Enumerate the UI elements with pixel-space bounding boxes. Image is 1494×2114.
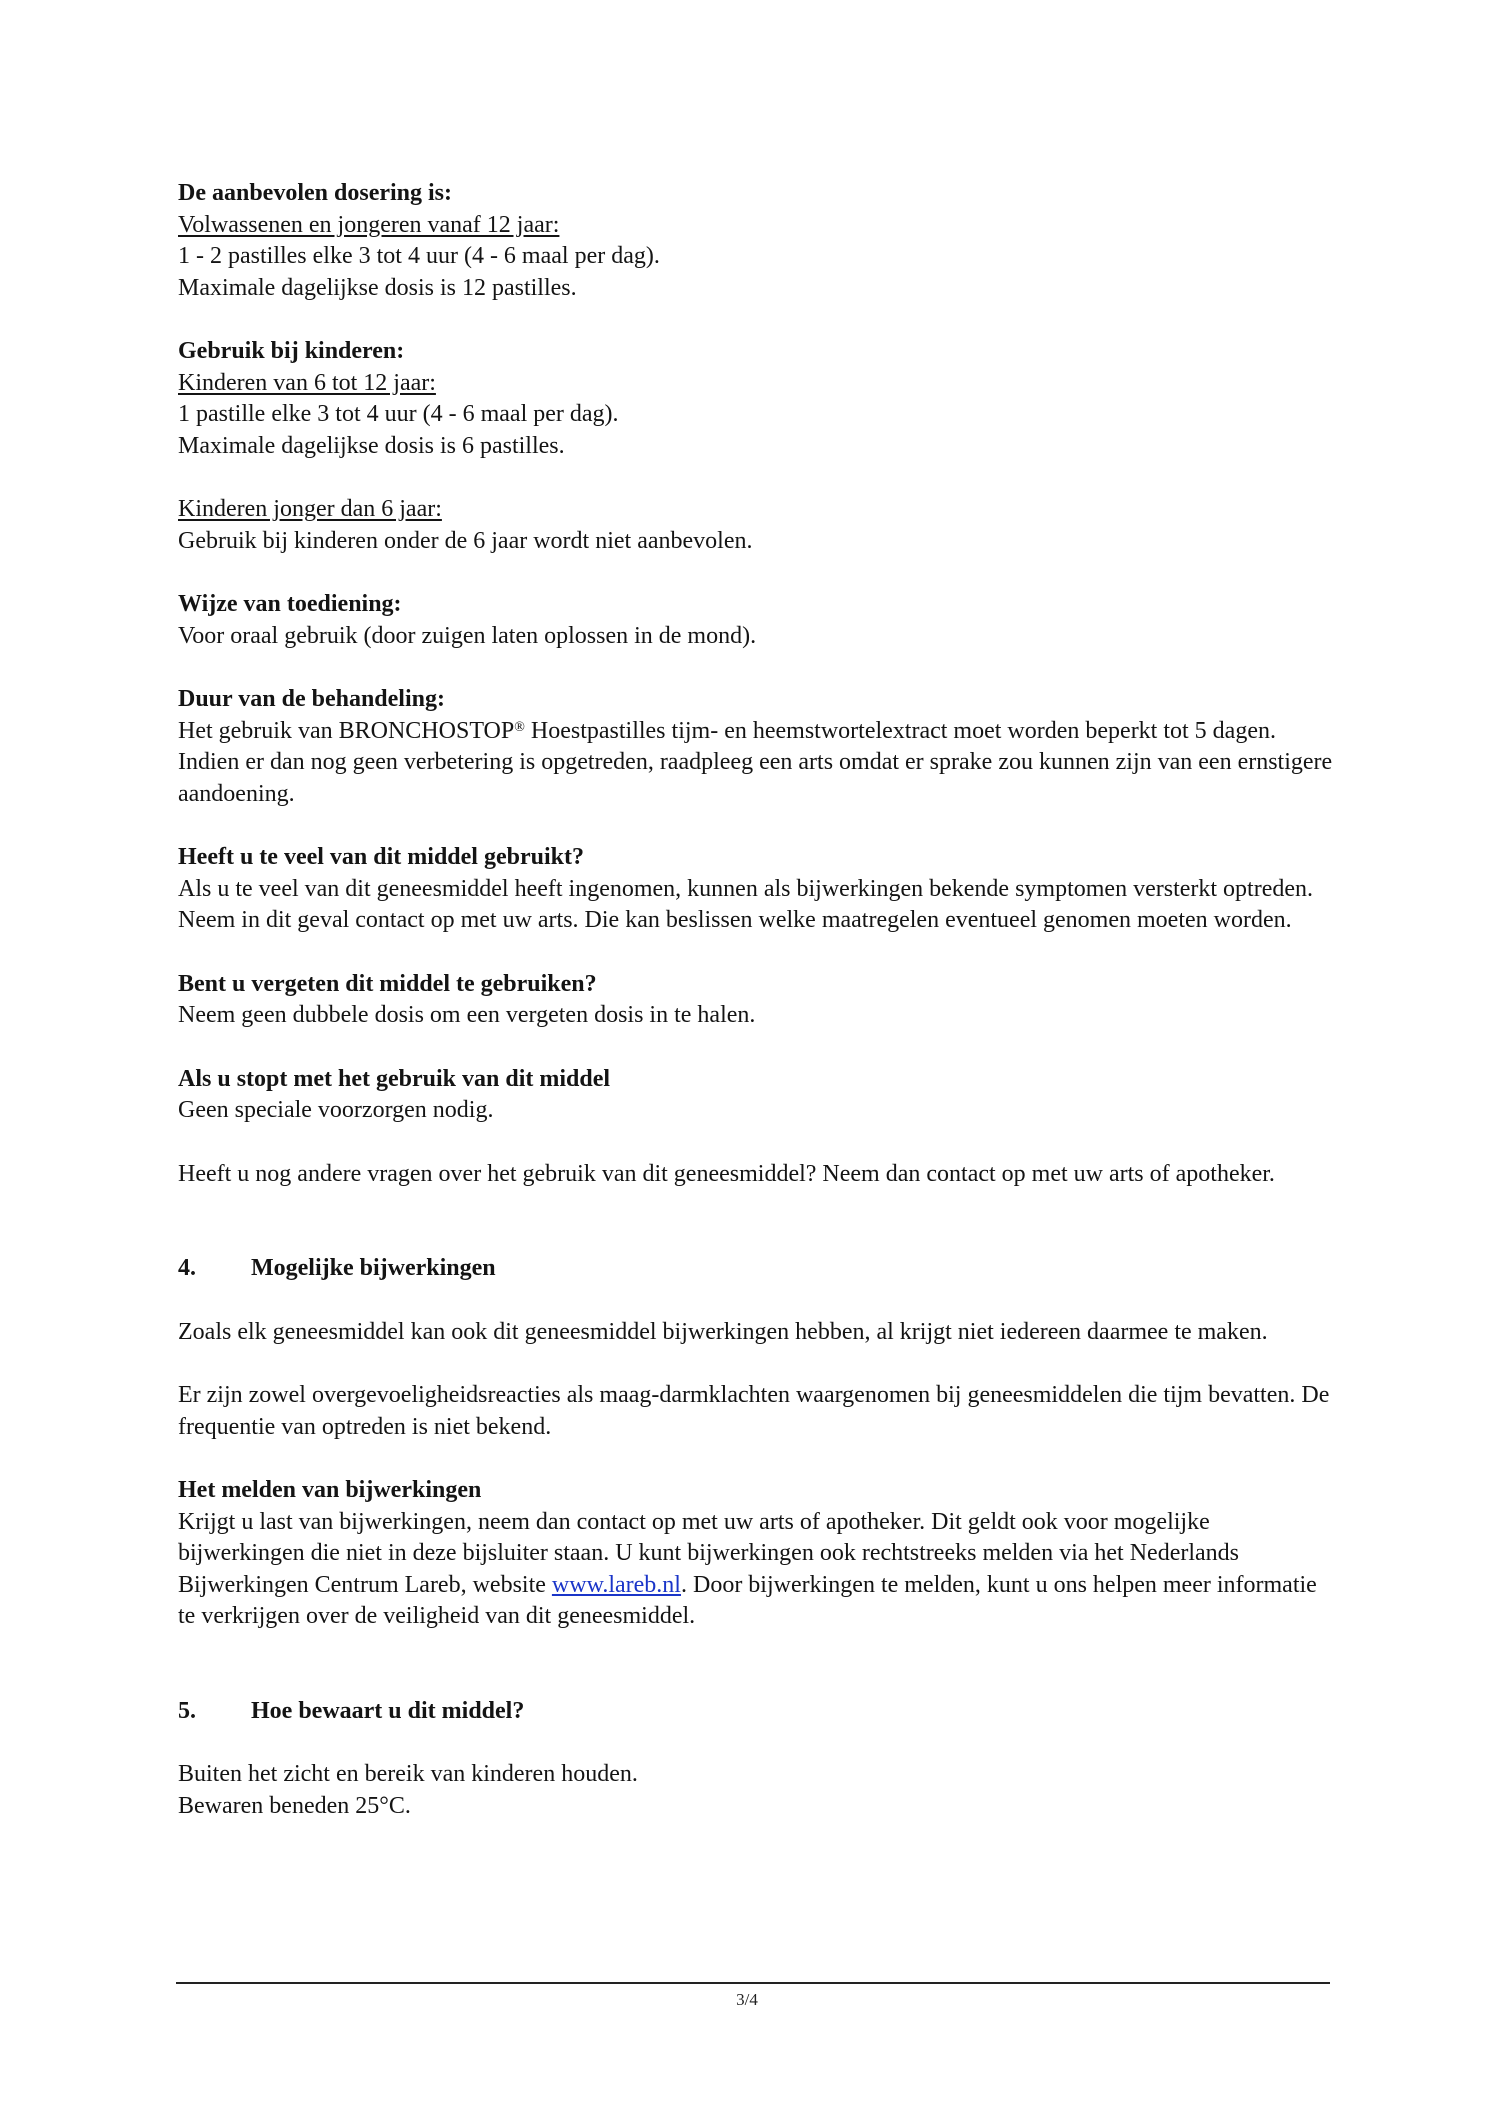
section-4-heading — [178, 1253, 1338, 1285]
administration-line1: Voor oraal gebruik (door zuigen laten oplossen in de mond). — [178, 622, 757, 649]
children-heading: Gebruik bij kinderen: — [178, 338, 405, 364]
section-4-number: 4. — [178, 1255, 196, 1281]
dosage-adults-subheading: Volwassenen en jongeren vanaf 12 jaar: — [178, 211, 560, 238]
stopping-text: Geen speciale voorzorgen nodig. — [178, 1097, 494, 1123]
dosage-section — [178, 178, 1338, 304]
reporting-heading: Het melden van bijwerkingen — [178, 1477, 482, 1503]
section-5 — [178, 1696, 1338, 1823]
stopping-heading: Als u stopt met het gebruik van dit middel — [178, 1065, 611, 1092]
duration-text — [178, 716, 1338, 811]
missed-dose-section — [178, 969, 1338, 1032]
children-line2: Maximale dagelijkse dosis is 6 pastilles. — [178, 432, 565, 459]
administration-section — [178, 589, 1338, 652]
young-children-subheading: Kinderen jonger dan 6 jaar: — [178, 496, 442, 522]
reporting-text — [178, 1507, 1338, 1633]
questions-text: Heeft u nog andere vragen over het gebruik van dit geneesmiddel? Neem dan contact op met uw arts of apotheker. — [178, 1160, 1275, 1187]
section-5-heading — [178, 1696, 1338, 1728]
registered-mark: ® — [514, 719, 525, 735]
section-5-number: 5. — [178, 1697, 196, 1724]
administration-heading: Wijze van toediening: — [178, 591, 402, 617]
side-effects-para2: Er zijn zowel overgevoeligheidsreacties als maag-darmklachten waargenomen bij geneesmiddelen die tijm bevatten. De frequentie van optreden is niet bekend. — [178, 1382, 1330, 1440]
section-4-title: Mogelijke bijwerkingen — [251, 1255, 496, 1281]
dosage-adults-line1: 1 - 2 pastilles elke 3 tot 4 uur (4 - 6 maal per dag). — [178, 243, 660, 269]
questions-section — [178, 1159, 1338, 1191]
missed-dose-heading: Bent u vergeten dit middel te gebruiken? — [178, 970, 597, 997]
section-5-title: Hoe bewaart u dit middel? — [251, 1697, 525, 1724]
duration-section — [178, 684, 1338, 810]
children-line1: 1 pastille elke 3 tot 4 uur (4 - 6 maal per dag). — [178, 401, 619, 427]
side-effects-para1: Zoals elk geneesmiddel kan ook dit geneesmiddel bijwerkingen hebben, al krijgt niet iedereen daarmee te maken. — [178, 1318, 1268, 1345]
young-children-line1: Gebruik bij kinderen onder de 6 jaar wordt niet aanbevolen. — [178, 527, 753, 554]
overdose-heading: Heeft u te veel van dit middel gebruikt? — [178, 844, 584, 870]
lareb-link[interactable]: www.lareb.nl — [551, 1571, 681, 1598]
children-section — [178, 336, 1338, 462]
children-subheading: Kinderen van 6 tot 12 jaar: — [178, 369, 436, 396]
duration-text-after: Hoestpastilles tijm- en heemstwortelextract moet worden beperkt tot 5 dagen. Indien er dan nog geen verbetering is opgetreden, raadpleeg een arts omdat er sprake zou kunnen zijn van een ernstigere aandoening. — [178, 717, 1333, 807]
stopping-section — [178, 1064, 1338, 1127]
overdose-section — [178, 842, 1338, 937]
storage-line2: Bewaren beneden 25°C. — [178, 1792, 411, 1819]
footer-divider — [176, 1982, 1330, 1984]
reporting-text-after: . Door bijwerkingen te melden, kunt u ons helpen meer informatie te verkrijgen over de veiligheid van dit geneesmiddel. — [178, 1571, 1317, 1629]
reporting-text-before: Krijgt u last van bijwerkingen, neem dan contact op met uw arts of apotheker. Dit geldt ook voor mogelijke bijwerkingen die niet in deze bijsluiter staan. U kunt bijwerkingen ook rechtstreeks melden via het Nederlands Bijwerkingen Centrum Lareb, website — [178, 1508, 1240, 1598]
duration-text-before: Het gebruik van BRONCHOSTOP — [178, 717, 515, 744]
dosage-heading: De aanbevolen dosering is: — [178, 180, 453, 206]
overdose-text: Als u te veel van dit geneesmiddel heeft ingenomen, kunnen als bijwerkingen bekende symptomen versterkt optreden. Neem in dit geval contact op met uw arts. Die kan beslissen welke maatregelen eventueel genomen moeten worden. — [178, 875, 1314, 933]
page-number: 3/4 — [736, 1990, 758, 2009]
dosage-adults-line2: Maximale dagelijkse dosis is 12 pastilles. — [178, 274, 577, 301]
storage-line1: Buiten het zicht en bereik van kinderen houden. — [178, 1761, 638, 1787]
section-4 — [178, 1253, 1338, 1633]
duration-heading: Duur van de behandeling: — [178, 686, 445, 712]
document-page — [178, 178, 1338, 1822]
missed-dose-text: Neem geen dubbele dosis om een vergeten dosis in te halen. — [178, 1002, 756, 1028]
young-children-section — [178, 494, 1338, 557]
